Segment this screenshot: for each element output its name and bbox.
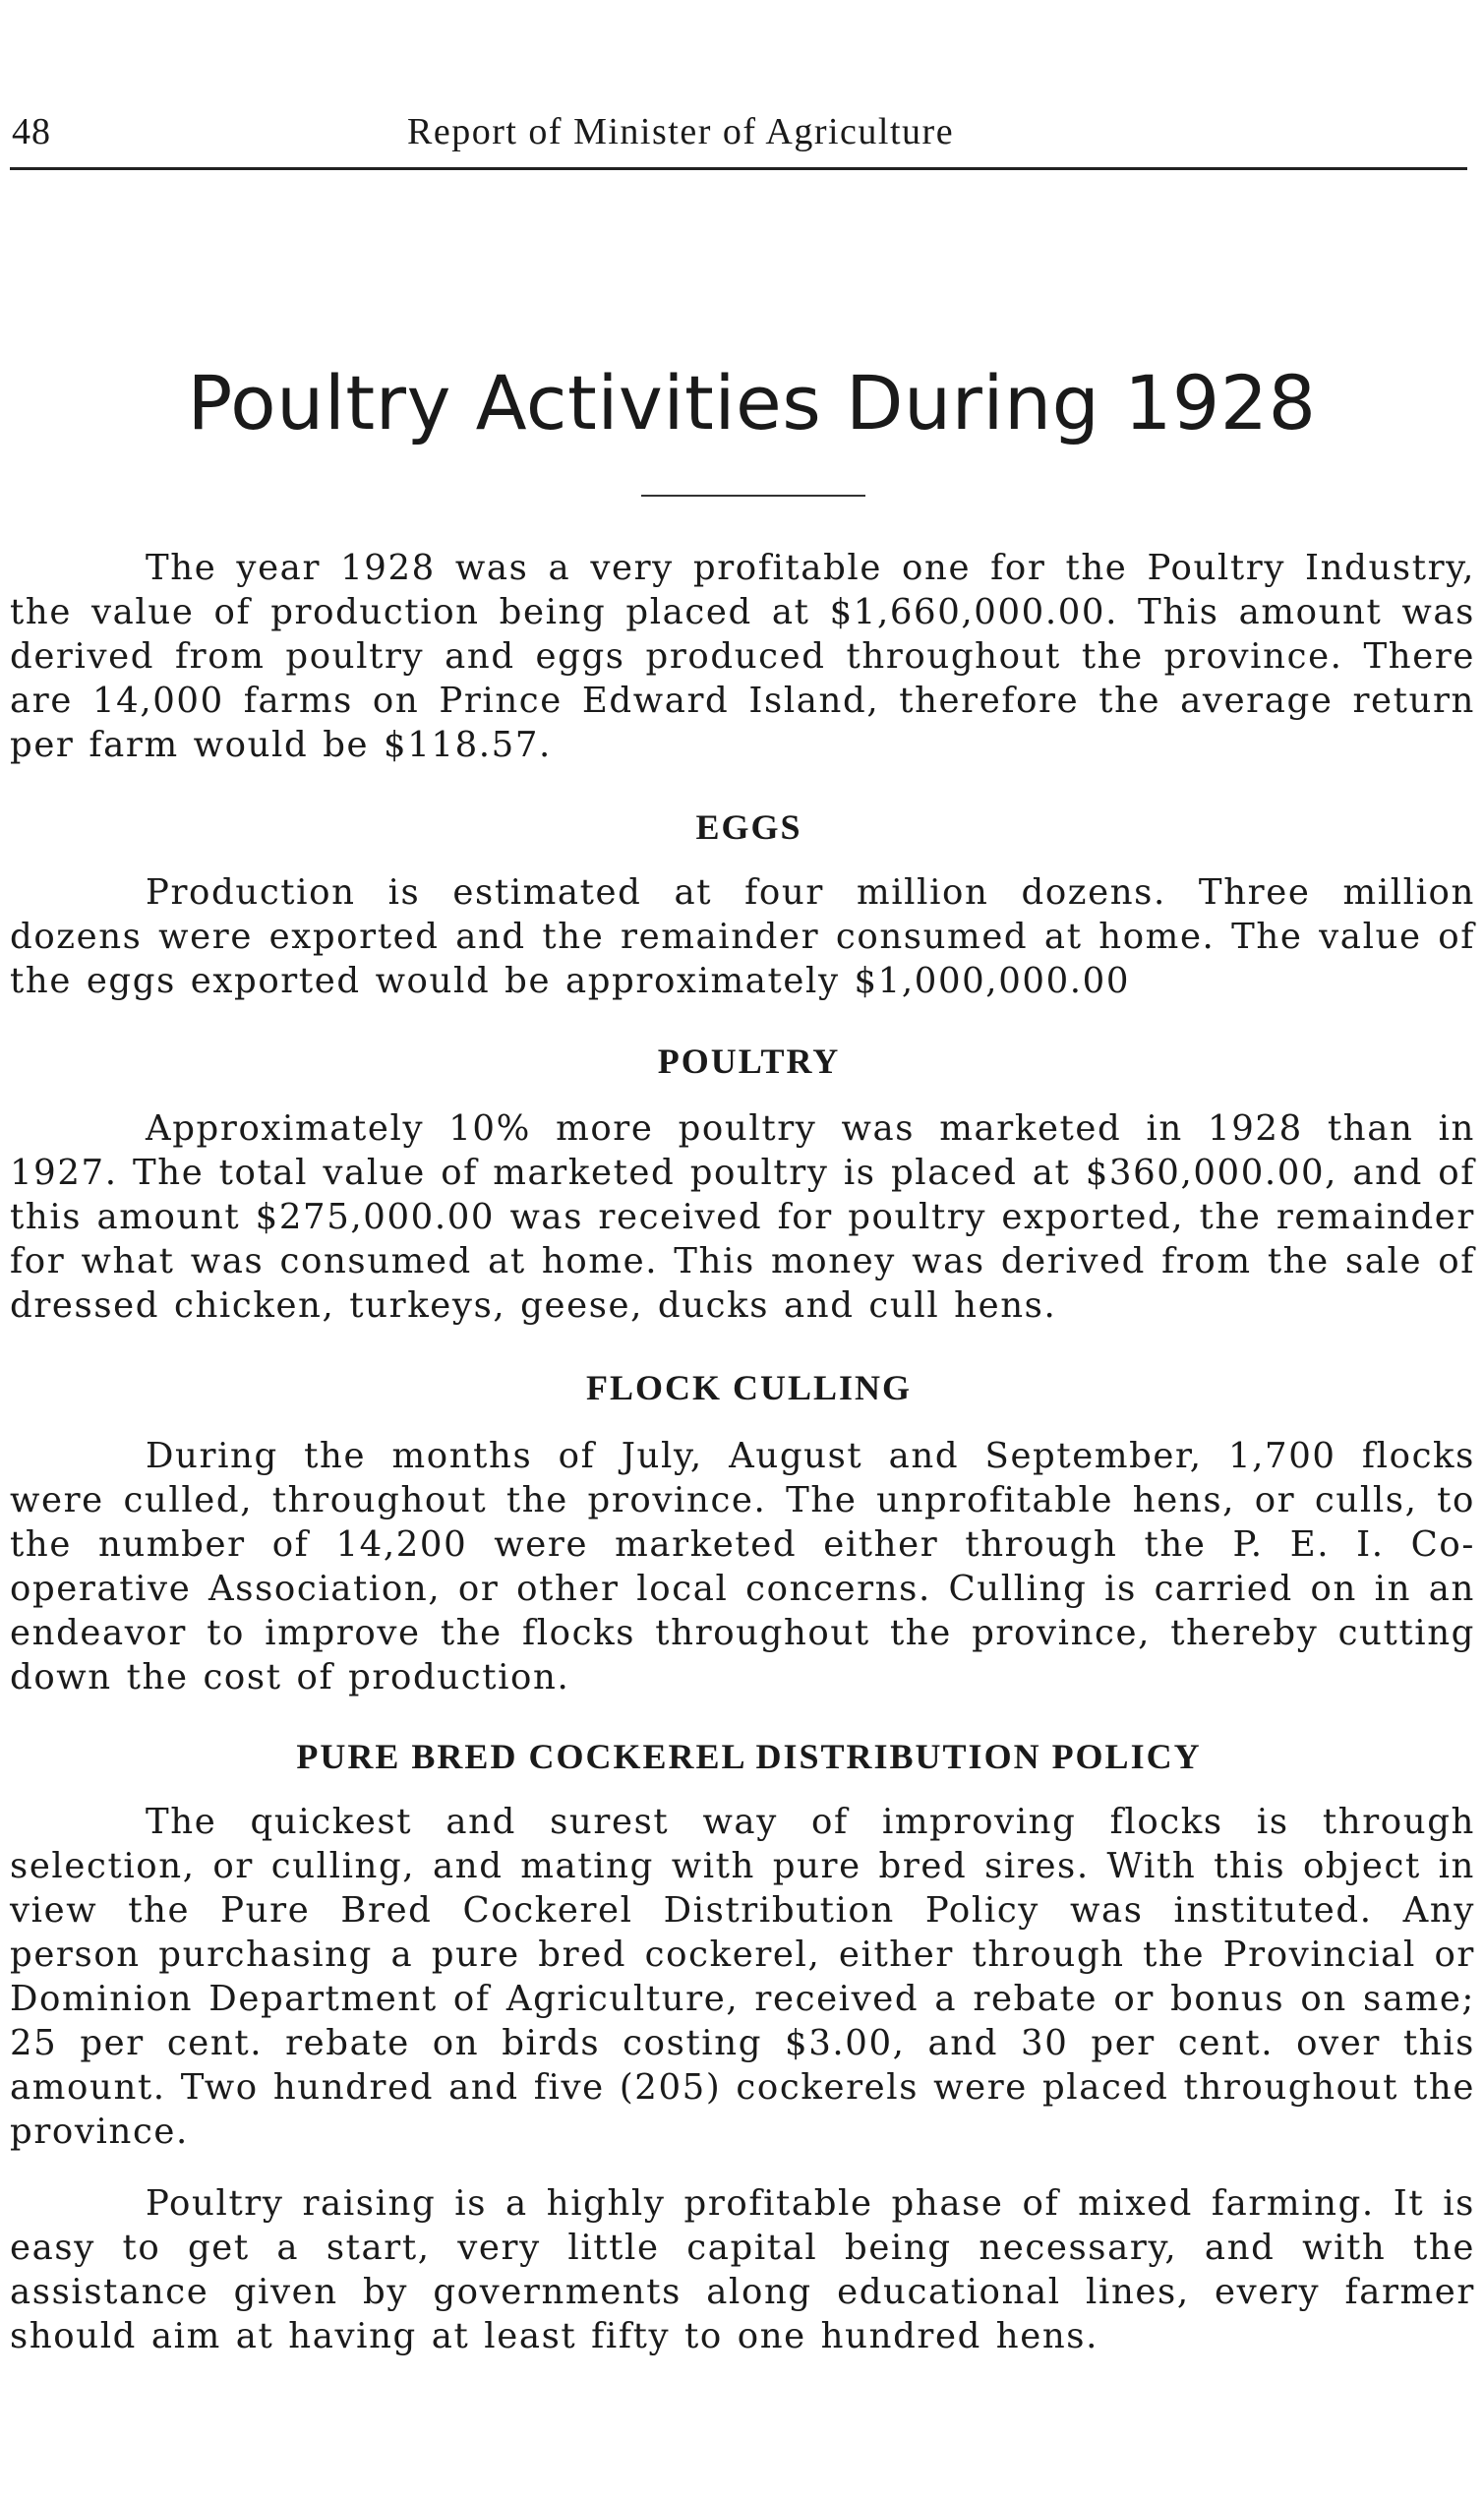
section-heading-poultry: POULTRY <box>657 1042 841 1081</box>
closing-paragraph: Poultry raising is a highly profitable phase of mixed farming. It is easy to get a start, very little capital being necessary, and with the assistance given by governments along educational lines, every farmer should aim at having at least fifty to one hundred hens. <box>10 2183 1475 2356</box>
header-rule <box>10 167 1467 170</box>
section-paragraph-eggs: Production is estimated at four million dozens. Three million dozens were exported and the remainder consumed at home. The value of the eggs exported would be approximately $1,000,000.00 <box>10 872 1475 1001</box>
title-rule <box>641 495 865 497</box>
section-paragraph-cockerel-policy: The quickest and surest way of improving flocks is through selection, or culling, and mating with pure bred sires. With this object in view the Pure Bred Cockerel Distribution Policy was instituted. Any person purchasing a pure bred cockerel, either through the Provincial or Dominion Department of Agriculture, received a rebate or bonus on same; 25 per cent. rebate on birds costing $3.00, and 30 per cent. over this amount. Two hundred and five (205) cockerels were placed throughout the province. <box>10 1802 1475 2152</box>
running-head <box>12 110 1457 159</box>
section-heading-flock-culling: FLOCK CULLING <box>585 1368 913 1407</box>
intro-paragraph: The year 1928 was a very profitable one for the Poultry Industry, the value of production being placed at $1,660,000.00. This amount was derived from poultry and eggs produced throughout the province. There are 14,000 farms on Prince Edward Island, therefore the average return per farm would be $118.57. <box>10 548 1475 765</box>
page-title: Poultry Activities During 1928 <box>187 359 1317 446</box>
page-number: 48 <box>12 111 51 152</box>
running-title: Report of Minister of Agriculture <box>407 111 955 152</box>
section-paragraph-poultry: Approximately 10% more poultry was marketed in 1928 than in 1927. The total value of marketed poultry is placed at $360,000.00, and of this amount $275,000.00 was received for poultry exported, the remainder for what was consumed at home. This money was derived from the sale of dressed chicken, turkeys, geese, ducks and cull hens. <box>10 1108 1475 1326</box>
section-paragraph-flock-culling: During the months of July, August and September, 1,700 flocks were culled, throughout the province. The unprofitable hens, or culls, to the number of 14,200 were marketed either through the P. E. I. Co-operative Association, or other local concerns. Culling is carried on in an endeavor to improve the flocks throughout the province, thereby cutting down the cost of production. <box>10 1436 1475 1697</box>
section-heading-eggs: EGGS <box>695 807 802 847</box>
section-heading-cockerel-policy: PURE BRED COCKEREL DISTRIBUTION POLICY <box>296 1737 1202 1776</box>
